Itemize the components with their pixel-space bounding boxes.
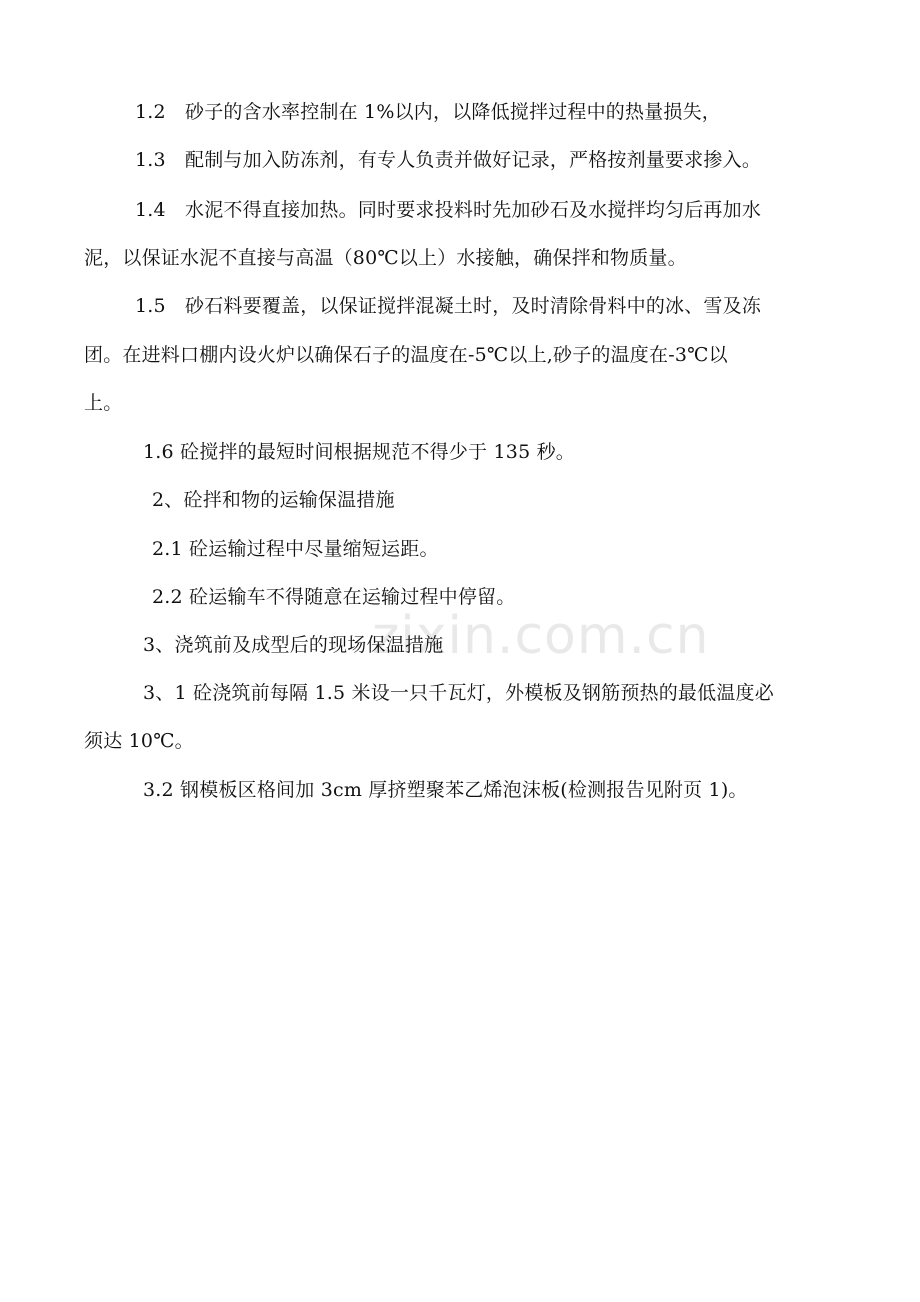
- paragraph-1-4-line-1: 1.4 水泥不得直接加热。同时要求投料时先加砂石及水搅拌均匀后再加水: [135, 199, 762, 221]
- paragraph-2-2: 2.2 砼运输车不得随意在运输过程中停留。: [152, 586, 516, 608]
- paragraph-1-5-line-3: 上。: [84, 392, 123, 414]
- section-2-heading: 2、砼拌和物的运输保温措施: [152, 489, 395, 511]
- paragraph-1-3: 1.3 配制与加入防冻剂，有专人负责并做好记录，严格按剂量要求掺入。: [135, 149, 762, 171]
- paragraph-1-4-line-2: 泥，以保证水泥不直接与高温（80℃以上）水接触，确保拌和物质量。: [84, 247, 687, 269]
- paragraph-3-2: 3.2 钢模板区格间加 3cm 厚挤塑聚苯乙烯泡沫板(检测报告见附页 1)。: [143, 779, 748, 801]
- paragraph-1-5-line-2: 团。在进料口棚内设火炉以确保石子的温度在-5℃以上,砂子的温度在-3℃以: [84, 344, 728, 366]
- watermark: zixin.com.cn: [372, 606, 710, 666]
- paragraph-1-5-line-1: 1.5 砂石料要覆盖，以保证搅拌混凝土时，及时清除骨料中的冰、雪及冻: [135, 295, 762, 317]
- paragraph-2-1: 2.1 砼运输过程中尽量缩短运距。: [152, 538, 439, 560]
- paragraph-3-1-line-2: 须达 10℃。: [84, 730, 194, 752]
- paragraph-1-2: 1.2 砂子的含水率控制在 1%以内，以降低搅拌过程中的热量损失，: [135, 101, 721, 123]
- paragraph-3-1-line-1: 3、1 砼浇筑前每隔 1.5 米设一只千瓦灯，外模板及钢筋预热的最低温度必: [143, 682, 774, 704]
- paragraph-1-6: 1.6 砼搅拌的最短时间根据规范不得少于 135 秒。: [143, 441, 576, 463]
- section-3-heading: 3、浇筑前及成型后的现场保温措施: [143, 634, 444, 656]
